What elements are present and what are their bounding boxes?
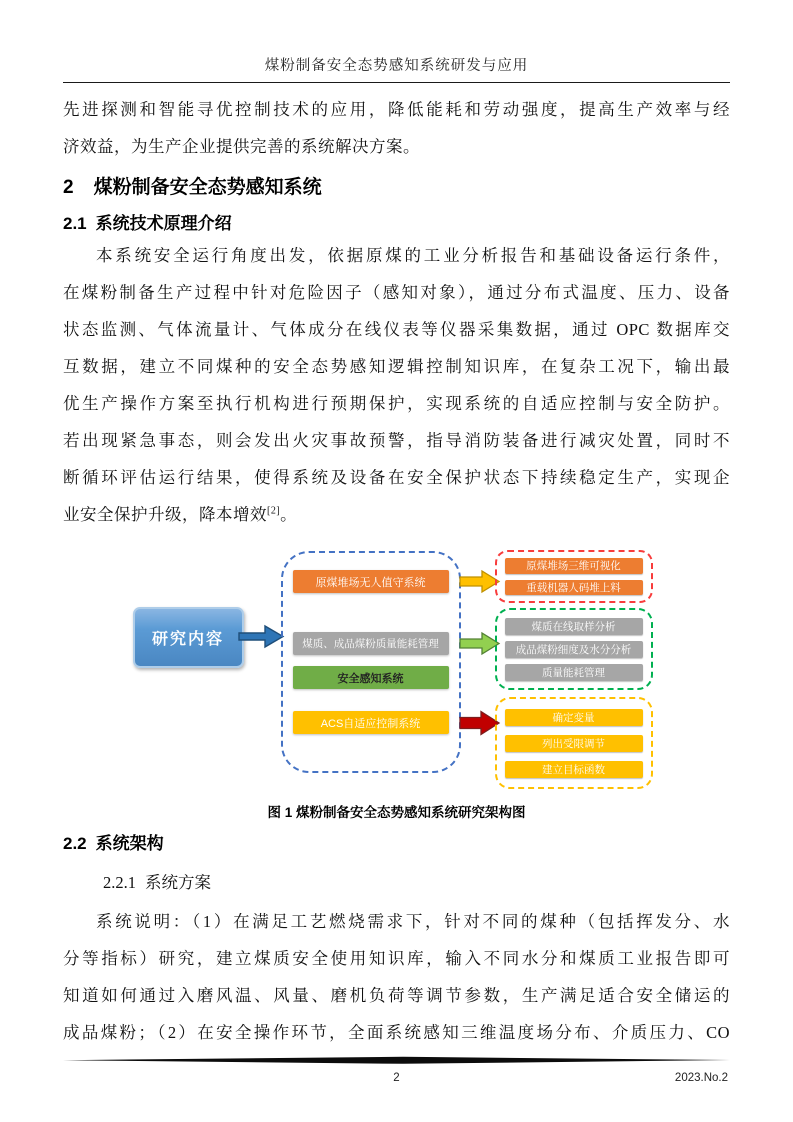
fig-box-acs-adaptive-control: ACS自适应控制系统 xyxy=(293,711,449,734)
group-quality-outputs xyxy=(495,608,653,690)
fig-box-online-sampling-analysis: 煤质在线取样分析 xyxy=(505,618,643,635)
text-line: 断循环评估运行结果，使得系统及设备在安全保护状态下持续稳定生产，实现企 xyxy=(63,468,730,487)
text-line: 知道如何通过入磨风温、风量、磨机负荷等调节参数，生产满足适合安全储运的 xyxy=(63,986,730,1005)
text-line: 系统说明：（1）在满足工艺燃烧需求下，针对不同的煤种（包括挥发分、水 xyxy=(96,912,730,931)
text-line: 先进探测和智能寻优控制技术的应用，降低能耗和劳动强度，提高生产效率与经 xyxy=(63,100,730,119)
fig-box-fineness-moisture-analysis: 成品煤粉细度及水分分析 xyxy=(505,641,643,658)
fig-box-unattended-coal-yard-system: 原煤堆场无人值守系统 xyxy=(293,570,449,593)
section-number: 2 xyxy=(63,177,74,198)
section-number: 2.1 xyxy=(63,214,87,233)
paragraph-intro xyxy=(63,91,730,165)
closing-text: 业安全保护升级，降本增效 xyxy=(63,505,267,524)
section-number: 2.2 xyxy=(63,834,87,853)
fig-box-3d-visualization: 原煤堆场三维可视化 xyxy=(505,558,643,574)
fig-box-safety-perception-system: 安全感知系统 xyxy=(293,666,449,689)
text-line: 成品煤粉；（2）在安全操作环节，全面系统感知三维温度场分布、介质压力、CO xyxy=(63,1023,730,1042)
section-title: 煤粉制备安全态势感知系统 xyxy=(93,177,322,198)
text-line: 若出现紧急事态，则会发出火灾事故预警，指导消防装备进行减灾处置，同时不 xyxy=(63,431,730,450)
figure-caption: 图 1 煤粉制备安全态势感知系统研究架构图 xyxy=(267,805,526,820)
fig-box-objective-function: 建立目标函数 xyxy=(505,761,643,778)
fig-box-robot-stacking: 重载机器人码堆上料 xyxy=(505,580,643,596)
footer-taper-rule xyxy=(63,1056,730,1065)
fig-box-quality-energy-management: 煤质、成品煤粉质量能耗管理 xyxy=(293,632,449,655)
text-line: 分等指标）研究，建立煤质安全使用知识库，输入不同水分和煤质工业报告即可 xyxy=(63,949,730,968)
issue-label: 2023.No.2 xyxy=(674,1072,728,1084)
group-coal-yard-outputs xyxy=(495,550,653,603)
citation-marker: [2] xyxy=(267,505,281,517)
section-title: 系统架构 xyxy=(95,834,164,853)
section-title: 系统技术原理介绍 xyxy=(95,214,232,233)
section-title: 系统方案 xyxy=(145,873,211,892)
section-heading-2-1 xyxy=(63,211,730,237)
page-body xyxy=(63,91,730,1051)
text-line: 状态监测、气体流量计、气体成分在线仪表等仪器采集数据，通过 OPC 数据库交 xyxy=(63,320,730,339)
text-line: 本系统安全运行角度出发，依据原煤的工业分析报告和基础设备运行条件， xyxy=(96,246,730,265)
fig-box-constrained-adjustment: 列出受限调节 xyxy=(505,735,643,752)
page-number: 2 xyxy=(393,1072,400,1084)
header-rule xyxy=(63,82,730,83)
fig-box-determine-variables: 确定变量 xyxy=(505,709,643,726)
section-heading-2-2-1 xyxy=(103,871,730,895)
blue-arrow-icon xyxy=(238,623,285,650)
research-content-node: 研究内容 xyxy=(133,607,244,668)
page-footer xyxy=(63,1052,730,1088)
closing-period: 。 xyxy=(280,505,298,524)
fig-box-quality-energy-mgmt: 质量能耗管理 xyxy=(505,664,643,681)
paragraph-scheme xyxy=(63,903,730,1051)
text-line: 互数据，建立不同煤种的安全态势感知逻辑控制知识库，在复杂工况下，输出最 xyxy=(63,357,730,376)
text-line: 济效益，为生产企业提供完善的系统解决方案。 xyxy=(63,137,420,156)
paragraph-principle xyxy=(63,237,730,533)
text-line: 优生产操作方案至执行机构进行预期保护，实现系统的自适应控制与安全防护。 xyxy=(63,394,730,413)
footer-row xyxy=(63,1072,730,1088)
running-header-title: 煤粉制备安全态势感知系统研发与应用 xyxy=(264,58,529,74)
text-line: 在煤粉制备生产过程中针对危险因子（感知对象），通过分布式温度、压力、设备 xyxy=(63,283,730,302)
text-line-with-citation xyxy=(63,496,730,533)
section-number: 2.2.1 xyxy=(103,873,136,892)
group-acs-outputs xyxy=(495,697,653,789)
section-heading-2-2 xyxy=(63,831,730,857)
section-heading-2 xyxy=(63,173,730,203)
figure-architecture-diagram xyxy=(129,545,665,791)
